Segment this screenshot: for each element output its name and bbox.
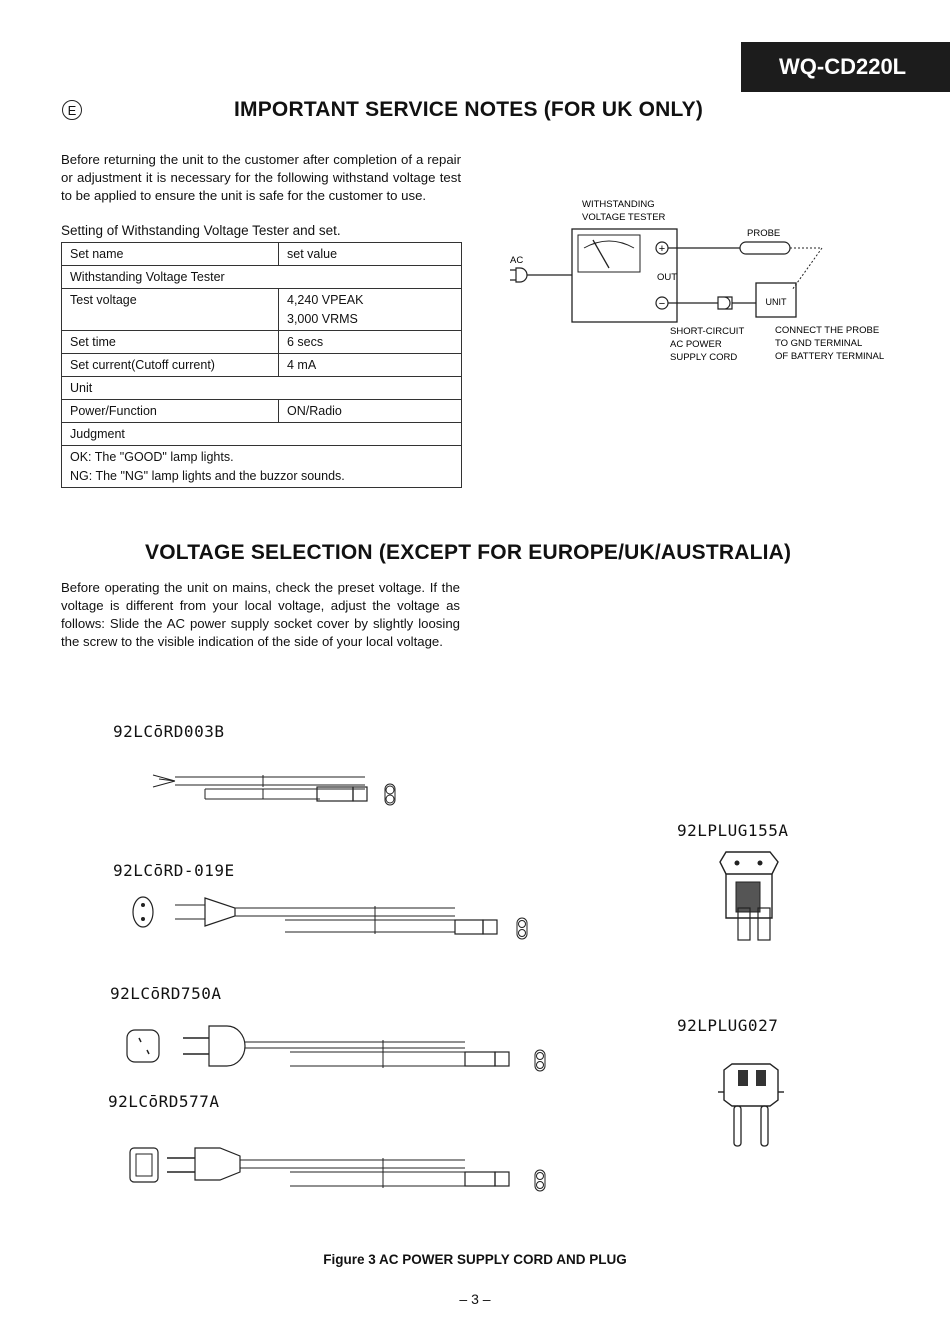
withstand-settings-table: [61, 242, 462, 488]
connect-label-2: TO GND TERMINAL: [775, 338, 863, 349]
test-voltage-rms: 3,000 VRMS: [287, 312, 358, 326]
connect-label-1: CONNECT THE PROBE: [775, 325, 880, 336]
adapter-pin-left: [734, 1106, 741, 1146]
page-number: – 3 –: [459, 1291, 491, 1307]
tester-label-1: WITHSTANDING: [582, 199, 655, 210]
adapter-top-icon: [720, 852, 778, 874]
withstand-test-diagram: [500, 190, 920, 380]
cord-750a-drawing: [125, 1020, 550, 1080]
plug-155a-drawing: [712, 848, 787, 948]
table-cell: Test voltage: [62, 289, 279, 331]
short-label-3: SUPPLY CORD: [670, 352, 738, 363]
section-title-service-notes: IMPORTANT SERVICE NOTES (FOR UK ONLY): [234, 98, 704, 121]
table-cell: Power/Function: [62, 400, 279, 423]
region-mark-icon: E: [62, 100, 82, 120]
table-header-cell: Set name: [62, 243, 279, 266]
table-row: [62, 423, 462, 446]
table-cell: Set current(Cutoff current): [62, 354, 279, 377]
adapter-pin-left: [738, 908, 750, 940]
socket-face-icon: [517, 918, 527, 939]
part-label-plug-155a: 92LPLUG155A: [677, 821, 789, 840]
part-label-cord-577a: 92LCōRD577A: [108, 1092, 220, 1111]
section-title-voltage-selection: VOLTAGE SELECTION (EXCEPT FOR EUROPE/UK/AUSTRALIA): [145, 541, 792, 564]
adapter-pin-right: [761, 1106, 768, 1146]
probe-icon: [740, 242, 790, 254]
bare-wire-ends-icon: [153, 775, 175, 787]
plus-sign: +: [658, 243, 666, 255]
probe-label: PROBE: [747, 228, 781, 239]
cord-577a-drawing: [125, 1140, 550, 1200]
judgment-ng: NG: The "NG" lamp lights and the buzzor sounds.: [70, 469, 345, 483]
ac-plug-icon: [510, 268, 527, 282]
table-cell: 4 mA: [279, 354, 462, 377]
part-label-cord-003b: 92LCōRD003B: [113, 722, 225, 741]
table-cell: ON/Radio: [279, 400, 462, 423]
table-cell: Withstanding Voltage Tester: [62, 266, 462, 289]
table-cell: Unit: [62, 377, 462, 400]
table-row: [62, 331, 462, 354]
table-cell: Judgment: [62, 423, 462, 446]
service-notes-intro: Before returning the unit to the customer after completion of a repair or adjustment it is necessary for the following withstand voltage test to be applied to ensure the unit is safe for the customer to use.: [61, 152, 461, 203]
table-row: [62, 243, 462, 266]
probe-dashed-path: [790, 248, 822, 290]
model-number-tab: WQ-CD220L: [741, 42, 950, 92]
adapter-body-icon: [724, 1064, 778, 1106]
socket-face-icon: [535, 1170, 545, 1191]
part-label-plug-027: 92LPLUG027: [677, 1016, 779, 1035]
ac-label: AC: [510, 255, 524, 266]
connector-icon: [465, 1172, 495, 1186]
cord-003b-drawing: [145, 765, 415, 815]
table-row: [62, 400, 462, 423]
us-plug-icon: [195, 1148, 240, 1180]
table-cell: [279, 289, 462, 331]
part-label-cord-019e: 92LCōRD-019E: [113, 861, 235, 880]
table-row: [62, 289, 462, 331]
euro-plug-icon: [205, 898, 235, 926]
table-row: [62, 377, 462, 400]
adapter-pin-right: [758, 908, 770, 940]
part-label-cord-750a: 92LCōRD750A: [110, 984, 222, 1003]
table-row: [62, 446, 462, 488]
table-cell: [62, 446, 462, 488]
setting-line: Setting of Withstanding Voltage Tester and set.: [61, 223, 341, 238]
euro-plug-face-icon: [133, 897, 153, 927]
socket-face-icon: [535, 1050, 545, 1071]
connector-icon: [465, 1052, 495, 1066]
cord-019e-drawing: [125, 890, 535, 950]
plug-027-drawing: [712, 1060, 787, 1155]
tester-label-2: VOLTAGE TESTER: [582, 212, 666, 223]
table-cell: 6 secs: [279, 331, 462, 354]
out-label: OUT: [657, 272, 678, 283]
judgment-ok: OK: The "GOOD" lamp lights.: [70, 450, 234, 464]
figure-caption: Figure 3 AC POWER SUPPLY CORD AND PLUG: [323, 1252, 627, 1267]
unit-label: UNIT: [765, 297, 787, 307]
minus-sign: −: [658, 298, 666, 310]
short-label-2: AC POWER: [670, 339, 722, 350]
connect-label-3: OF BATTERY TERMINAL: [775, 351, 885, 362]
table-cell: Set time: [62, 331, 279, 354]
meter-scale: [584, 241, 634, 248]
us-plug-face-icon: [130, 1148, 158, 1182]
table-row: [62, 266, 462, 289]
table-row: [62, 354, 462, 377]
table-header-cell: set value: [279, 243, 462, 266]
meter-needle: [593, 240, 609, 268]
short-circuit-plug-icon: [718, 297, 732, 309]
flat-plug-icon: [209, 1026, 245, 1066]
test-voltage-peak: 4,240 VPEAK: [287, 293, 364, 307]
flat-plug-face-icon: [127, 1030, 159, 1062]
voltage-selection-text: Before operating the unit on mains, check the preset voltage. If the voltage is different from your local voltage, adjust the voltage as follows: Slide the AC power supply socket cover by slightly loosing the screw to the visible indication of the side of your local voltage.: [61, 580, 460, 649]
connector-icon: [455, 920, 483, 934]
short-label-1: SHORT-CIRCUIT: [670, 326, 745, 337]
